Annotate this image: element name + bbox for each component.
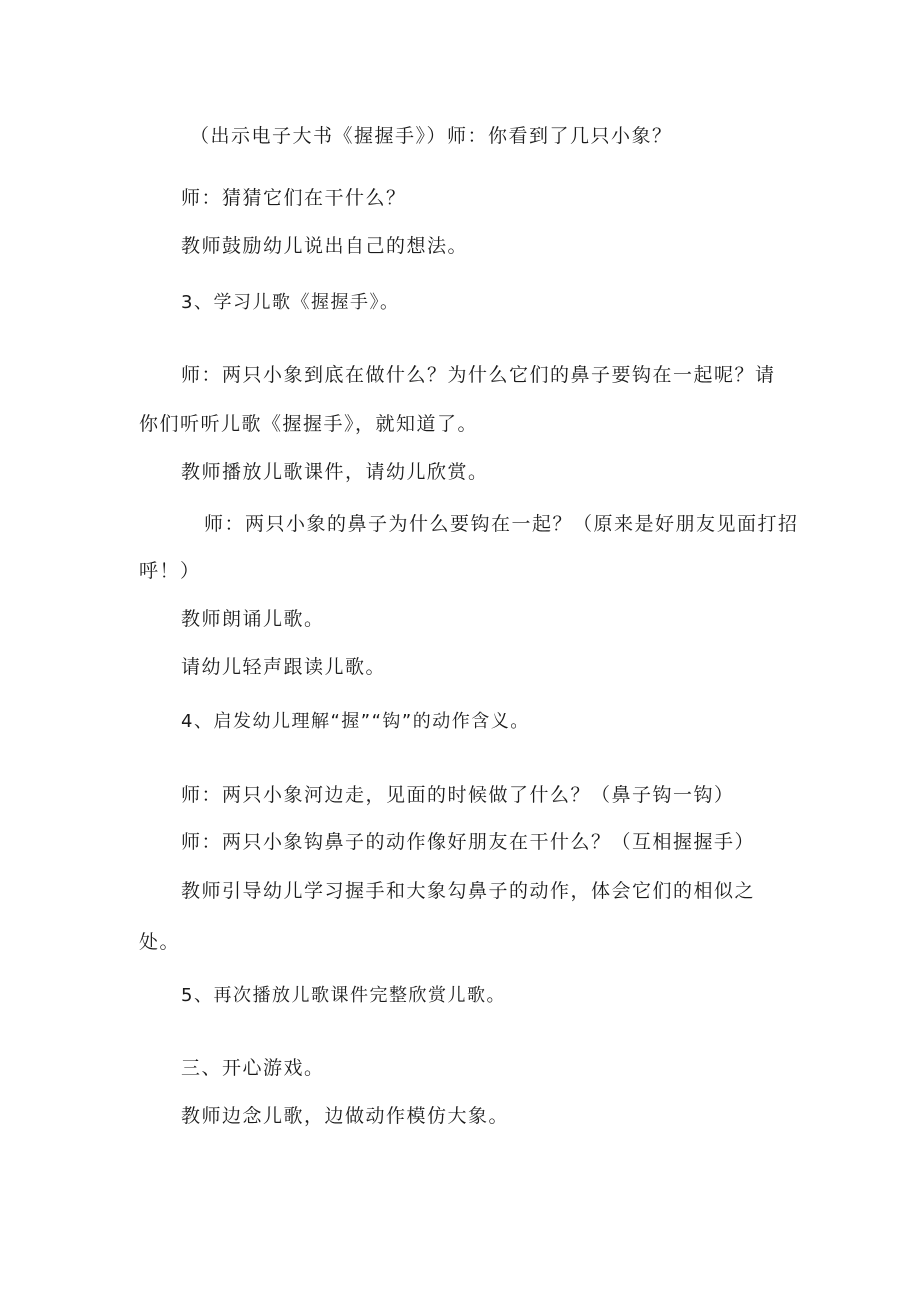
paragraph-why-noses-line2: 你们听听儿歌《握握手》，就知道了。 <box>139 413 479 435</box>
section-heading-game: 三、开心游戏。 <box>181 1057 325 1079</box>
paragraph-guide-actions-line2: 处。 <box>139 931 181 953</box>
section-heading-4: 4、启发幼儿理解“握”“钩”的动作含义。 <box>181 711 530 732</box>
section-heading-5: 5、再次播放儿歌课件完整欣赏儿歌。 <box>181 985 506 1006</box>
paragraph-friends-greeting-line1: 师：两只小象的鼻子为什么要钩在一起？（原来是好朋友见面打招 <box>204 513 799 535</box>
paragraph-children-read: 请幼儿轻声跟读儿歌。 <box>181 656 387 678</box>
paragraph-play-courseware: 教师播放儿歌课件，请幼儿欣赏。 <box>181 461 489 483</box>
paragraph-guide-actions-line1: 教师引导幼儿学习握手和大象勾鼻子的动作，体会它们的相似之 <box>181 880 756 902</box>
paragraph-hook-noses: 师：两只小象钩鼻子的动作像好朋友在干什么？（互相握握手） <box>181 831 756 853</box>
paragraph-guess-question: 师：猜猜它们在干什么？ <box>181 187 407 209</box>
paragraph-friends-greeting-line2: 呼！） <box>139 560 201 582</box>
paragraph-imitate-elephant: 教师边念儿歌，边做动作模仿大象。 <box>181 1105 510 1127</box>
paragraph-encourage: 教师鼓励幼儿说出自己的想法。 <box>181 235 469 257</box>
paragraph-show-big-book: （出示电子大书《握握手》）师：你看到了几只小象？ <box>190 125 673 147</box>
paragraph-river-walk: 师：两只小象河边走，见面的时候做了什么？（鼻子钩一钩） <box>181 784 735 806</box>
paragraph-teacher-recite: 教师朗诵儿歌。 <box>181 608 325 630</box>
paragraph-why-noses-line1: 师：两只小象到底在做什么？为什么它们的鼻子要钩在一起呢？请 <box>181 364 776 386</box>
section-heading-3: 3、学习儿歌《握握手》。 <box>181 292 400 313</box>
